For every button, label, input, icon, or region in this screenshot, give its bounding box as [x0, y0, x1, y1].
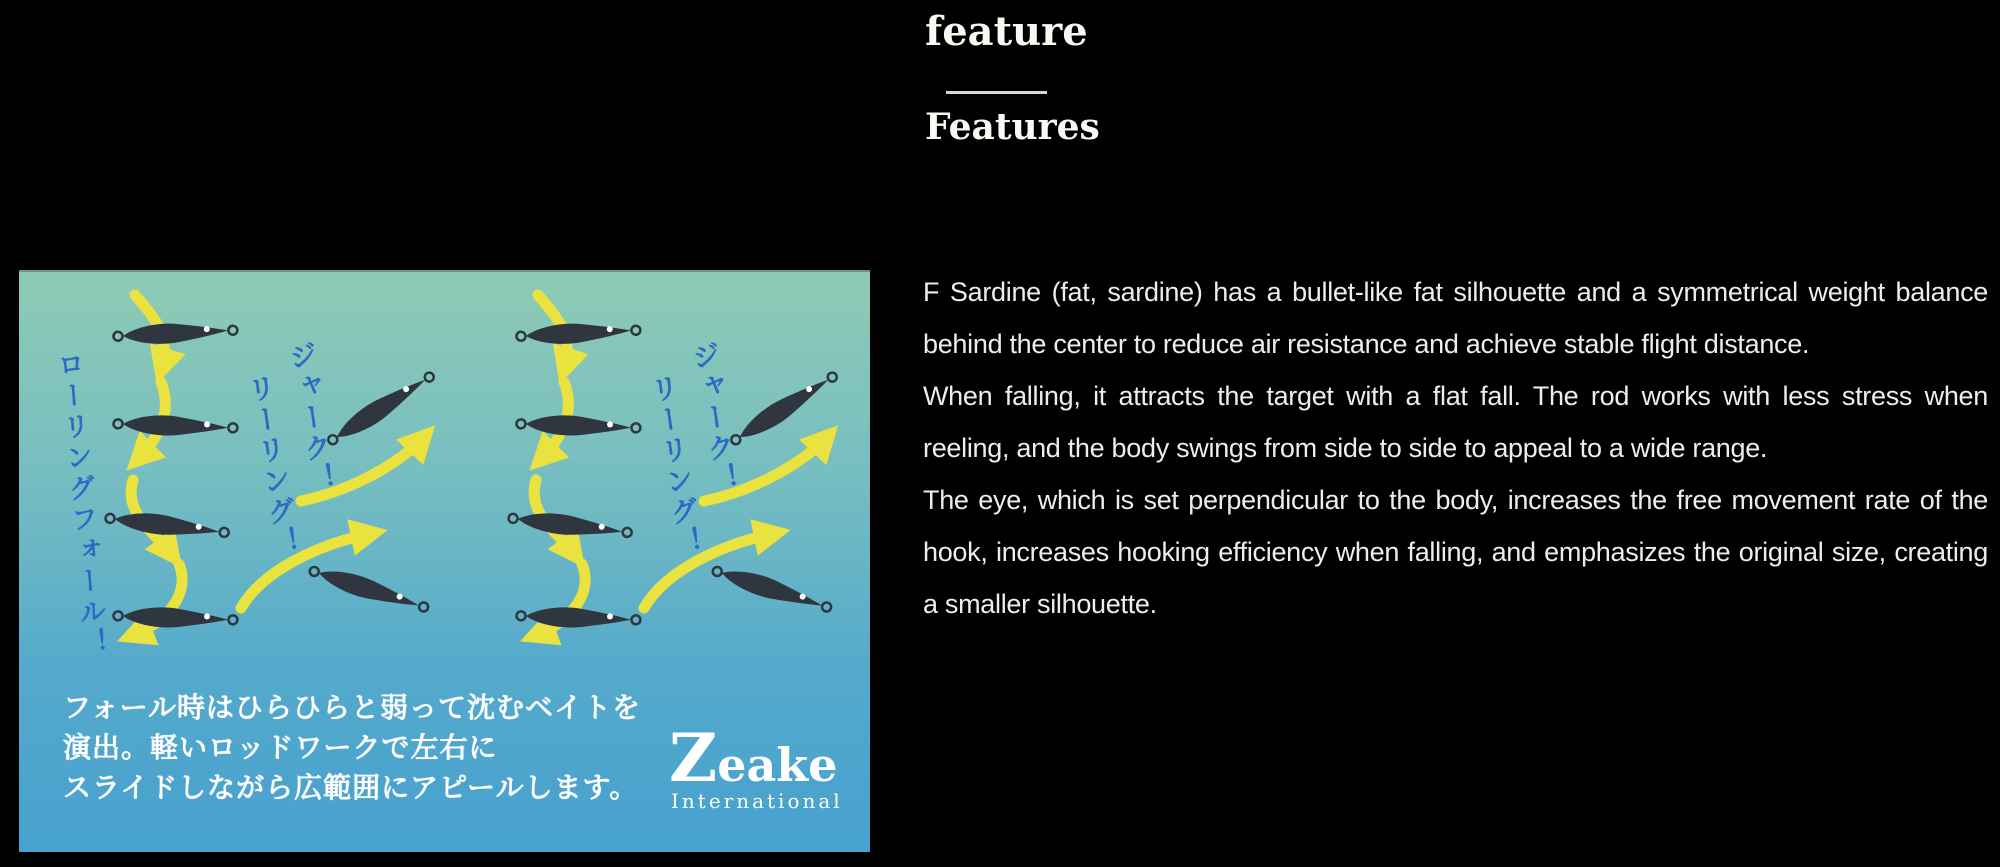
reeling-text: リーリング！: [644, 371, 707, 561]
feature-paragraph: F Sardine (fat, sardine) has a bullet-like fat silhouette and a symmetrical weight balance behind the center to reduce air resistance and achieve stable flight distance.: [923, 277, 1988, 359]
promo-caption-line: 演出。軽いロッドワークで左右に: [63, 731, 498, 764]
section-title: feature: [925, 8, 1088, 55]
feature-paragraph: The eye, which is set perpendicular to the body, increases the free movement rate of the hook, increases hooking efficiency when falling, and emphasizes the original size, creating a smaller silhouette.: [923, 485, 1988, 619]
feature-paragraph: When falling, it attracts the target with a flat fall. The rod works with less stress when reeling, and the body swings from side to side to appeal to a wide range.: [923, 381, 1988, 463]
zeake-logo-name: Zeake: [669, 719, 838, 797]
promo-caption-line: フォール時はひらひらと弱って沈むベイトを: [63, 691, 642, 724]
zeake-logo: [669, 719, 843, 813]
rolling-fall-text: ローリングフォール！: [51, 349, 110, 661]
jerk-text: ジャーク！: [686, 339, 744, 498]
section-subtitle: Features: [925, 106, 1100, 148]
jerk-text: ジャーク！: [283, 339, 341, 498]
promo-caption: [63, 688, 641, 808]
reeling-text: リーリング！: [241, 371, 304, 561]
title-divider: [946, 91, 1047, 94]
product-promo-image: [19, 270, 870, 852]
promo-caption-line: スライドしながら広範囲にアピールします。: [63, 771, 639, 804]
feature-description: [923, 266, 1988, 630]
zeake-logo-subtitle: International: [671, 788, 843, 813]
